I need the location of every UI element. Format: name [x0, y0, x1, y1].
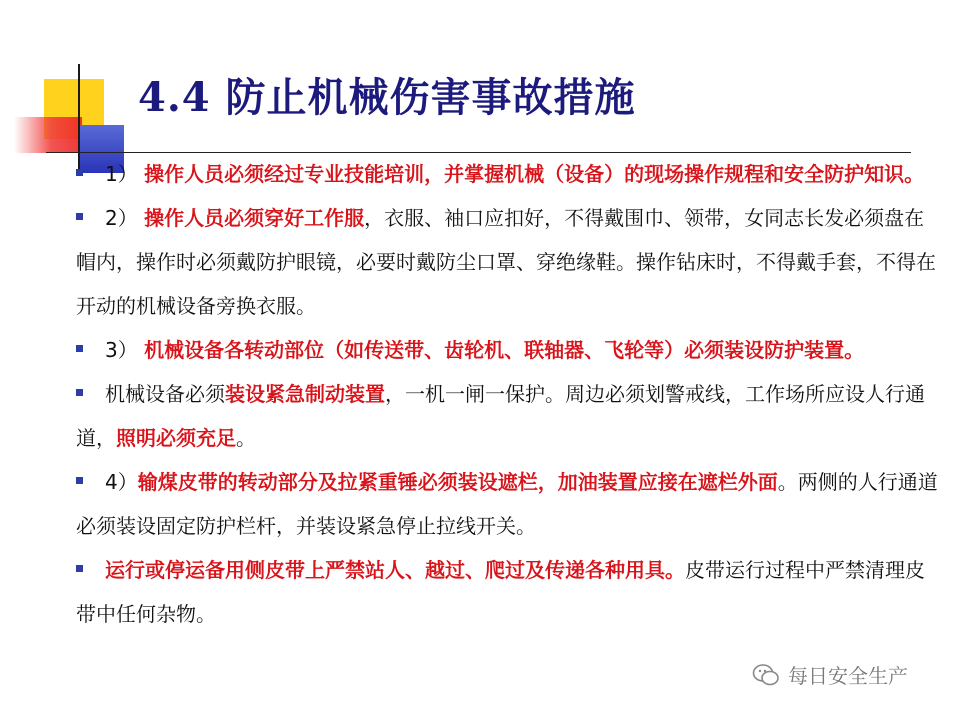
bullet-icon: [76, 213, 83, 220]
item-emphasis: 操作人员必须经过专业技能培训，并掌握机械（设备）的现场操作规程和安全防护知识。: [144, 162, 925, 186]
item-emphasis: 装设紧急制动装置: [225, 382, 385, 406]
list-item: [76, 152, 938, 196]
list-item: [76, 372, 938, 460]
item-text: 皮带运行过程中严禁清理皮带中任何杂物。: [76, 558, 925, 626]
item-emphasis: 照明必须充足: [116, 426, 236, 450]
item-text: 。: [236, 426, 256, 450]
item-text: ，一机一闸一保护。周边必须划警戒线，工作场所应设人行通道，: [76, 382, 925, 450]
decor-red-bar: [14, 117, 82, 153]
item-text: 。两侧的人行通道必须装设固定防护栏杆，并装设紧急停止拉线开关。: [76, 470, 938, 538]
item-emphasis: 运行或停运备用侧皮带上严禁站人、越过、爬过及传递各种用具。: [105, 558, 685, 582]
item-text: ，衣服、袖口应扣好，不得戴围巾、领带，女同志长发必须盘在帽内，操作时必须戴防护眼镜，必要时戴防尘口罩、穿绝缘鞋。操作钻床时，不得戴手套，不得在开动的机械设备旁换衣服。: [76, 206, 936, 318]
list-item: [76, 328, 938, 372]
item-number: 3）: [105, 338, 138, 362]
list-item: [76, 460, 938, 548]
bullet-icon: [76, 169, 83, 176]
bullet-list: [76, 152, 938, 636]
watermark: [752, 660, 908, 689]
item-emphasis: 机械设备各转动部位（如传送带、齿轮机、联轴器、飞轮等）必须装设防护装置。: [144, 338, 865, 362]
bullet-icon: [76, 565, 83, 572]
item-number: 2）: [105, 206, 138, 230]
slide-title: 4.4 防止机械伤害事故措施: [138, 74, 636, 121]
item-number: 4）: [105, 470, 138, 494]
item-emphasis: 输煤皮带的转动部分及拉紧重锤必须装设遮栏，加油装置应接在遮栏外面: [137, 470, 778, 494]
item-text: 机械设备必须: [105, 382, 225, 406]
list-item: [76, 548, 938, 636]
wechat-icon: [752, 663, 780, 687]
bullet-icon: [76, 477, 83, 484]
bullet-icon: [76, 389, 83, 396]
item-emphasis: 操作人员必须穿好工作服: [144, 206, 365, 230]
watermark-text: 每日安全生产: [788, 664, 908, 688]
item-number: 1）: [105, 162, 138, 186]
list-item: [76, 196, 938, 328]
bullet-icon: [76, 345, 83, 352]
